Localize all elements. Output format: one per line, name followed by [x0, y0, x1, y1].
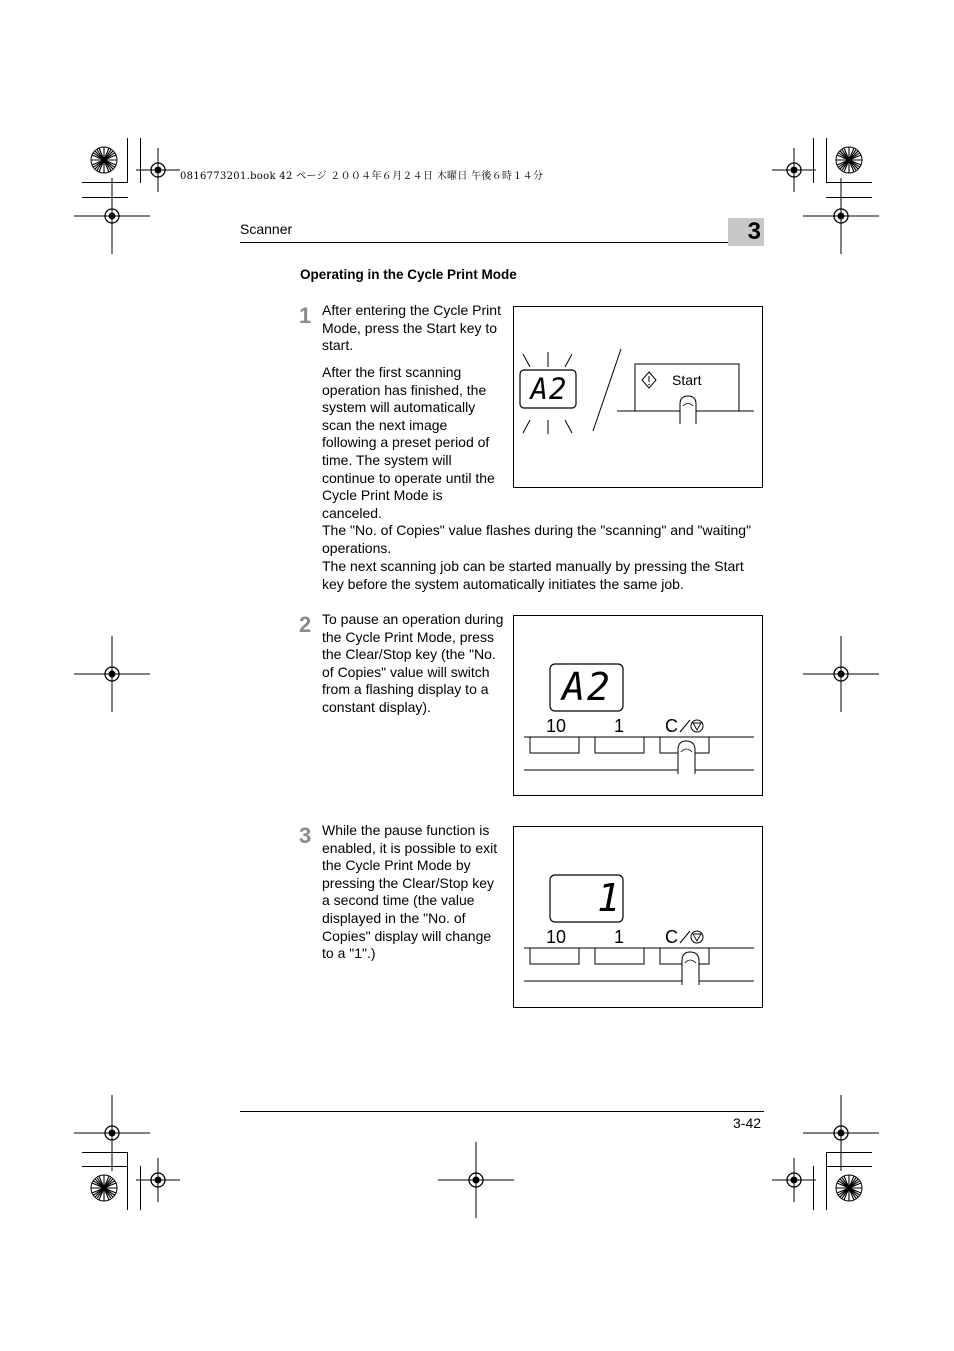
step-1-figure [513, 306, 763, 488]
chapter-number-badge: 3 [728, 218, 764, 246]
chapter-title: Scanner [240, 221, 293, 237]
copies-display: 1 [597, 876, 620, 920]
header-rule [240, 242, 764, 243]
step-1-paragraph-3: The "No. of Copies" value flashes during the "scanning" and "waiting" operations. [322, 522, 752, 556]
step-number: 1 [299, 303, 312, 328]
step-number: 2 [299, 612, 312, 637]
step-number: 3 [299, 823, 312, 848]
print-info: 0816773201.book 42 ページ ２００４年６月２４日 木曜日 午後６時１４分 [180, 171, 544, 182]
step-1-paragraph-4: The next scanning job can be started manually by pressing the Start key before the system automatically initiates the same job. [322, 558, 744, 592]
step-2-paragraph-1: To pause an operation during the Cycle Print Mode, press the Clear/Stop key (the "No. of Copies" value will switch from a flashing display to a constant display). [322, 611, 504, 715]
copies-display: A2 [562, 665, 612, 709]
key-label-clear-stop: C [665, 716, 678, 736]
key-label-1: 1 [614, 716, 625, 736]
key-label-clear-stop: C [665, 927, 678, 947]
key-label-10: 10 [546, 927, 567, 947]
key-label-10: 10 [546, 716, 567, 736]
step-1-paragraph-1: After entering the Cycle Print Mode, press the Start key to start. [322, 302, 501, 354]
start-key-label: Start [672, 372, 702, 388]
step-1-paragraph-2: After the first scanning operation has finished, the system will automatically scan the next image following a preset period of time. The system will continue to operate until the Cycle Print Mode is canceled. [322, 364, 495, 521]
step-2-figure [513, 615, 763, 796]
copies-display: A2 [530, 372, 568, 406]
step-3-paragraph-1: While the pause function is enabled, it is possible to exit the Cycle Print Mode by pressing the Clear/Stop key a second time (the value displayed in the "No. of Copies" display will change to a "1".) [322, 822, 498, 962]
key-label-1: 1 [614, 927, 625, 947]
footer-rule [240, 1111, 764, 1112]
step-3-figure [513, 826, 763, 1008]
section-heading: Operating in the Cycle Print Mode [300, 267, 517, 282]
page-number: 3-42 [733, 1115, 762, 1131]
